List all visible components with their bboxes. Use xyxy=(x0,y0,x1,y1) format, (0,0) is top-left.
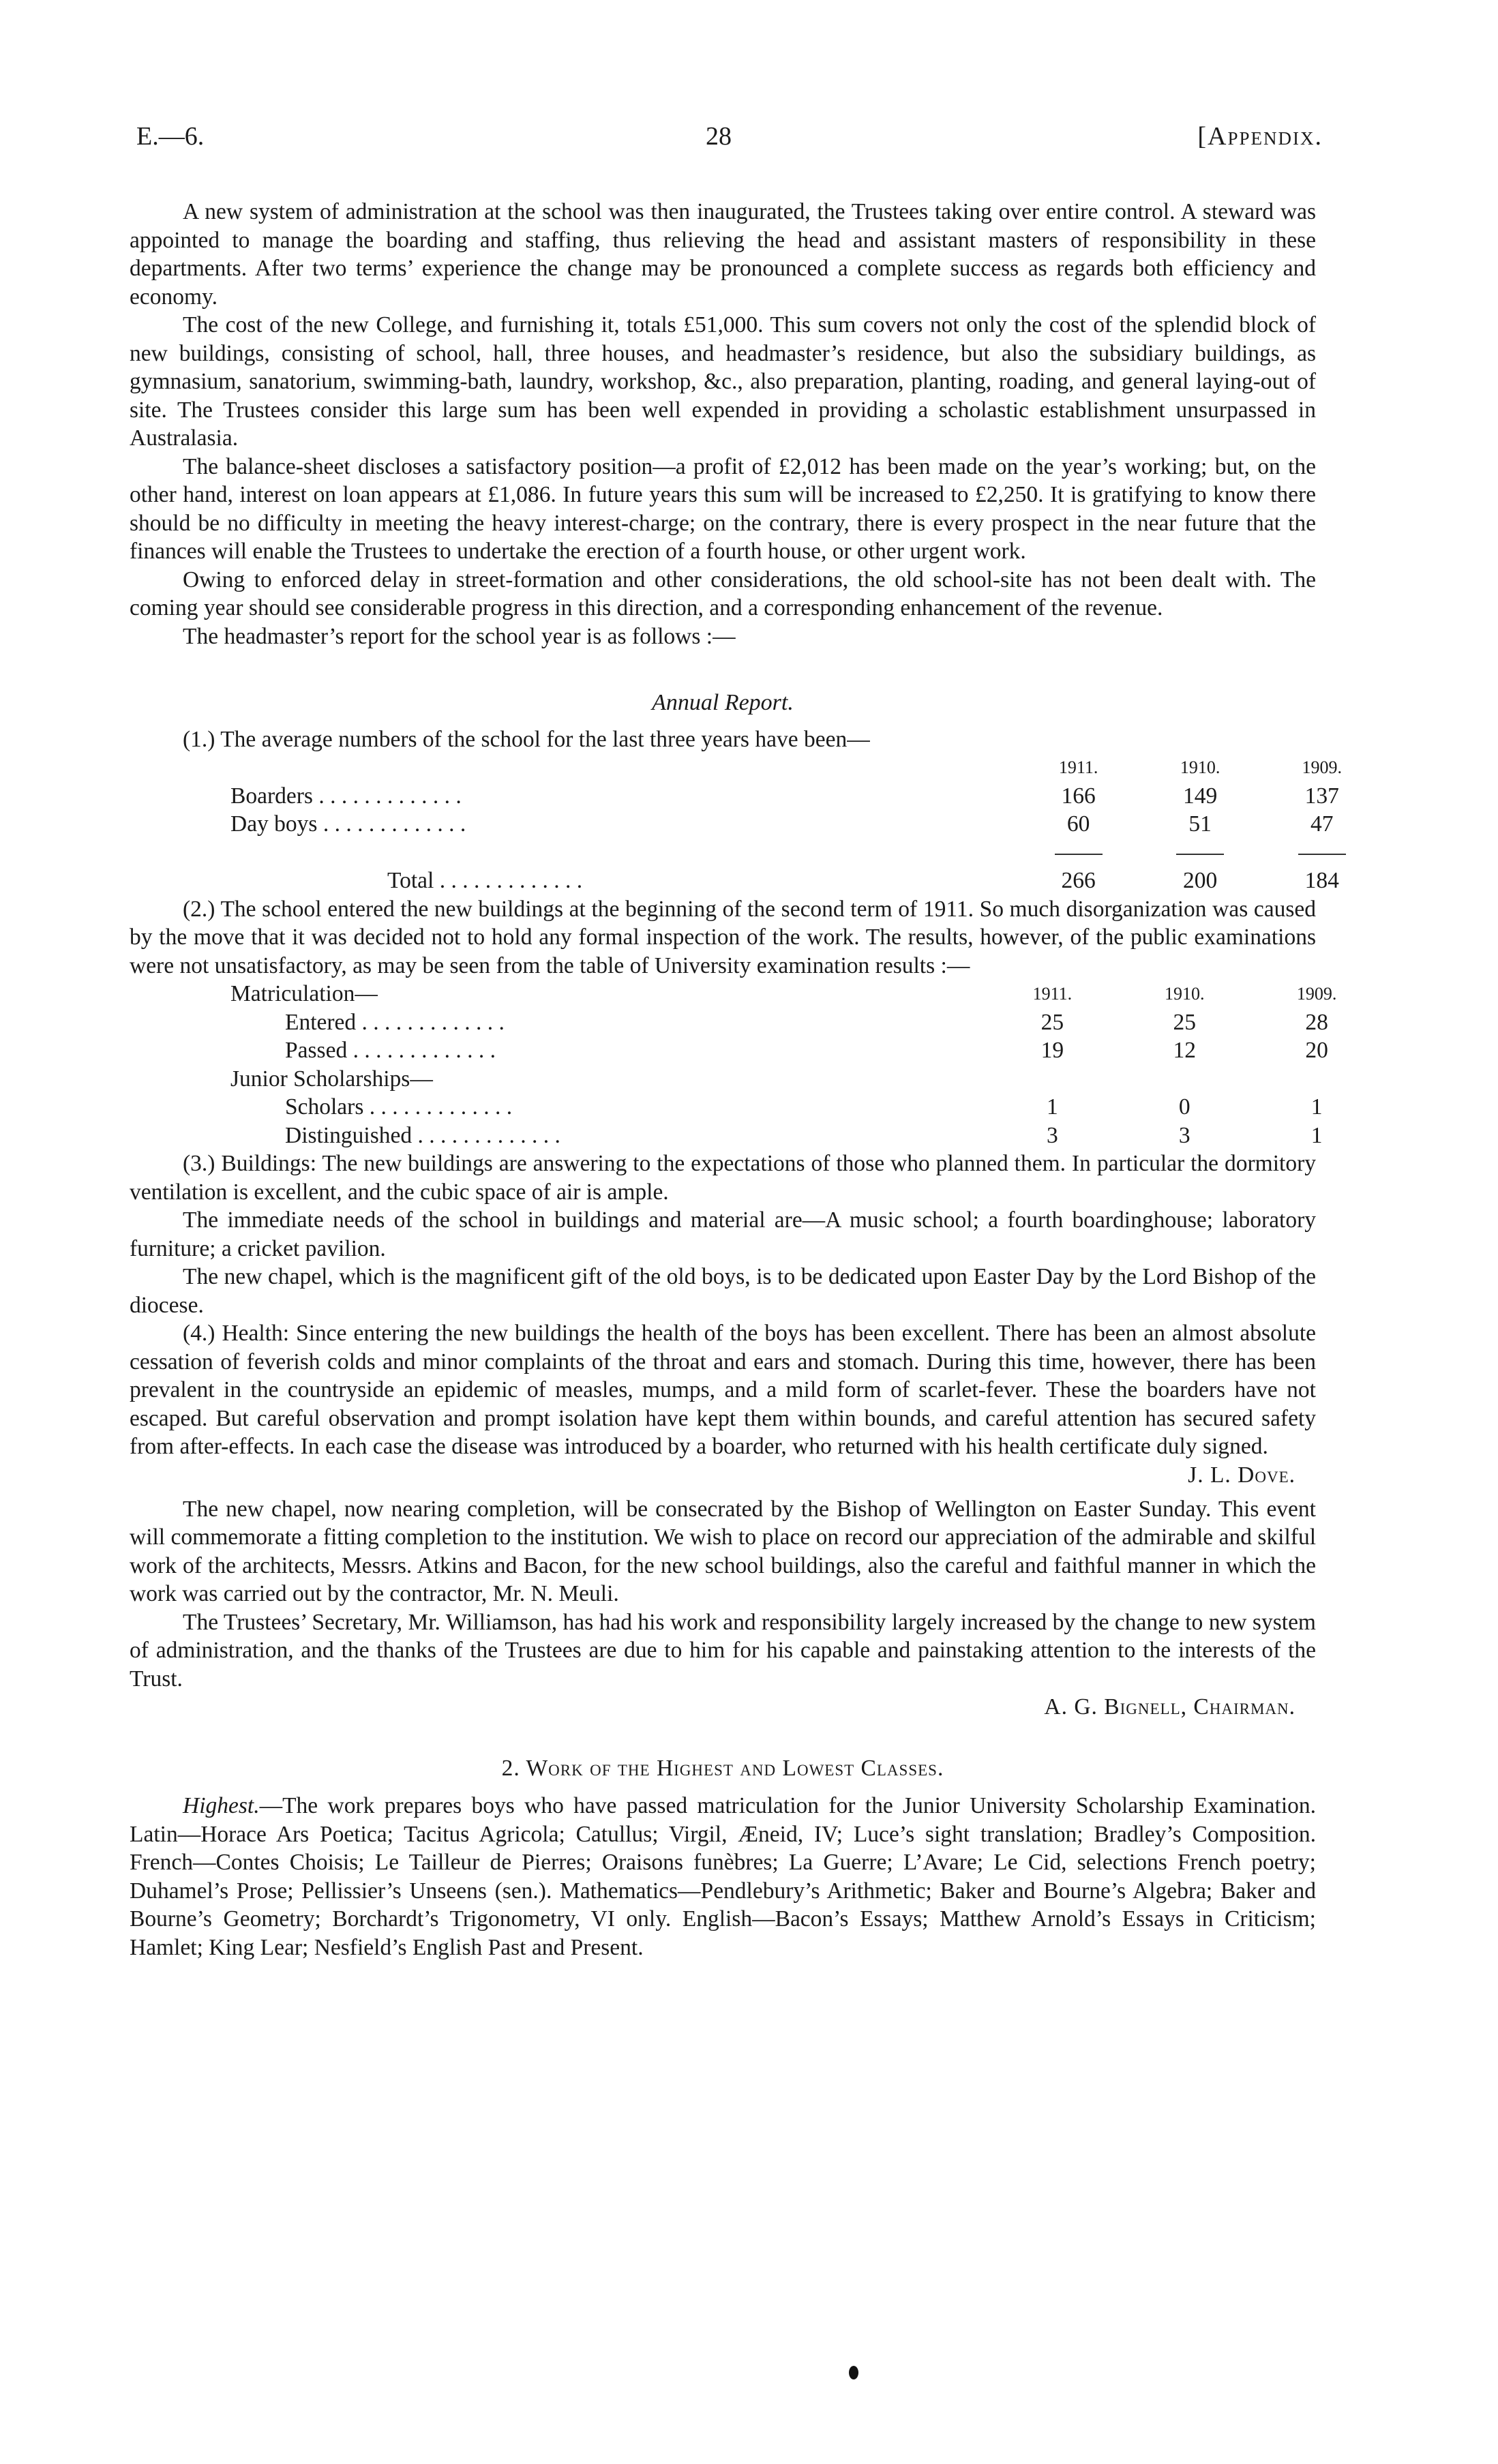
table-cell: 166 xyxy=(1061,783,1096,809)
table-cell: 3 xyxy=(1178,1122,1190,1148)
leader-dots: . . . . . . . . . . . . . xyxy=(353,1038,496,1063)
ink-mark xyxy=(849,2366,858,2379)
table-cell: 1 xyxy=(1310,1122,1323,1148)
table-cell: 25 xyxy=(1173,1009,1196,1035)
table-cell: 3 xyxy=(1047,1122,1058,1148)
highest-class-paragraph xyxy=(130,1792,1316,1962)
headmaster-signature: J. L. Dove. xyxy=(1188,1462,1295,1488)
page-body xyxy=(130,198,1342,1962)
row-label: Day boys xyxy=(230,811,318,837)
section-heading: 2. Work of the Highest and Lowest Classes. xyxy=(501,1755,944,1781)
table-cell: 0 xyxy=(1178,1094,1190,1120)
table-cell: 25 xyxy=(1040,1009,1064,1035)
year-header: 1910. xyxy=(1180,757,1220,777)
paragraph: The Trustees’ Secretary, Mr. Williamson, has had his work and responsibility largely increased by the change to new system of administration, and the thanks of the Trustees are due to him for his capable and painstaking attention to the interests of the Trust. xyxy=(130,1609,1316,1692)
table-cell: 19 xyxy=(1040,1038,1064,1063)
paragraph: The balance-sheet discloses a satisfactory position—a profit of £2,012 has been made on the year’s working; but, on the other hand, interest on loan appears at £1,086. In future years this sum will be increased to £2,250. It is gratifying to know there should be no difficulty in meeting the heavy interest-charge; on the contrary, there is every prospect in the near future that the finances will enable the Trustees to undertake the erection of a fourth house, or other urgent work. xyxy=(130,453,1316,564)
appendix-label: [Appendix. xyxy=(1197,122,1323,151)
chairman-signature: A. G. Bignell, Chairman. xyxy=(1044,1694,1295,1719)
page-number: 28 xyxy=(706,122,732,151)
table-cell: 200 xyxy=(1183,868,1218,893)
year-header: 1909. xyxy=(1302,757,1342,777)
report-item-3: (3.) Buildings: The new buildings are answering to the expectations of those who planned them. In particular the dormitory ventilation is excellent, and the cubic space of air is ample. xyxy=(130,1151,1316,1205)
table-cell: 1 xyxy=(1310,1094,1323,1120)
paragraph: Owing to enforced delay in street-formation and other considerations, the old school-site has not been dealt with. The coming year should see considerable progress in this direction, and a corresponding enhancement of the revenue. xyxy=(130,567,1316,620)
health-text: (4.) Health: Since entering the new buildings the health of the boys has been excellent. There has been an almost absolute cessation of feverish colds and minor complaints of the throat and ears and stomach. During this time, however, there has been prevalent in the countryside an epidemic of measles, mumps, and a mild form of scarlet-fever. These the boarders have not escaped. But careful observation and prompt isolation have kept them within bounds, and careful attention has secured safety from after-effects. In each case the disease was introduced by a boarder, who returned with his health certificate duly signed. xyxy=(130,1321,1316,1459)
leader-dots: . . . . . . . . . . . . . xyxy=(439,868,583,893)
row-label: Boarders xyxy=(230,783,313,809)
paragraph: The new chapel, which is the magnificent gift of the old boys, is to be dedicated upon Easter Day by the Lord Bishop of the diocese. xyxy=(130,1264,1316,1318)
row-label: Passed xyxy=(285,1038,348,1063)
paragraph: A new system of administration at the school was then inaugurated, the Trustees taking over entire control. A steward was appointed to manage the boarding and staffing, thus relieving the head and assistant masters of responsibility in these departments. After two terms’ experience the change may be pronounced a complete success as regards both efficiency and economy. xyxy=(130,199,1316,310)
table-cell: 266 xyxy=(1061,868,1096,893)
year-header: 1909. xyxy=(1296,984,1337,1004)
report-item-2: (2.) The school entered the new buildings at the beginning of the second term of 1911. So much disorganization was caused by the move that it was decided not to hold any formal inspection of the work. The results, however, of the public examinations were not unsatisfactory, as may be seen from the table of University examination results :— xyxy=(130,896,1316,978)
table-cell: 60 xyxy=(1066,811,1090,837)
table-row xyxy=(230,1036,1383,1065)
table-row xyxy=(230,1008,1383,1037)
leader-dots: . . . . . . . . . . . . . xyxy=(417,1122,560,1148)
highest-text: —The work prepares boys who have passed matriculation for the Junior University Scholarship Examination. Latin—Horace Ars Poetica; Tacitus Agricola; Catullus; Virgil, Æneid, IV; Luce’s sight translation; Bradley’s Composition. French—Contes Choisis; Le Tailleur de Pierres; Oraisons funèbres; La Guerre; L’Avare; Le Cid, selections French poetry; Duhamel’s Prose; Pellissier’s Unseens (sen.). Mathematics—Pendlebury’s Arithmetic; Baker and Bourne’s Algebra; Baker and Bourne’s Geometry; Borchardt’s Trigonometry, VI only. English—Bacon’s Essays; Matthew Arnold’s Essays in Criticism; Hamlet; King Lear; Nesfield’s English Past and Present. xyxy=(130,1793,1316,1960)
table-cell: 12 xyxy=(1173,1038,1196,1063)
table-cell: 51 xyxy=(1188,811,1212,837)
table-cell: 28 xyxy=(1305,1009,1328,1035)
leader-dots: . . . . . . . . . . . . . xyxy=(323,811,466,837)
year-header: 1911. xyxy=(1032,984,1073,1004)
row-label: Distinguished xyxy=(285,1122,413,1148)
table-cell: 137 xyxy=(1304,783,1339,809)
table-cell: 1 xyxy=(1047,1094,1058,1120)
table-row xyxy=(230,1065,1383,1094)
year-header: 1911. xyxy=(1058,757,1098,777)
table-cell: 20 xyxy=(1305,1038,1328,1063)
table-row xyxy=(230,1093,1383,1122)
exam-results-table xyxy=(230,980,1383,1150)
report-item-4 xyxy=(130,1319,1316,1488)
table-cell: 47 xyxy=(1310,811,1334,837)
table-header-row xyxy=(230,980,1383,1008)
paragraph: The new chapel, now nearing completion, will be consecrated by the Bishop of Wellington on Easter Sunday. This event will commemorate a fitting completion to the institution. We wish to place on record our appreciation of the admirable and skilful work of the architects, Messrs. Atkins and Bacon, for the new school buildings, also the careful and faithful manner in which the work was carried out by the contractor, Mr. N. Meuli. xyxy=(130,1496,1316,1606)
group-label: Matriculation— xyxy=(230,981,378,1006)
group-label: Junior Scholarships— xyxy=(230,1066,433,1092)
attendance-table xyxy=(230,753,1383,895)
table-row xyxy=(230,810,1383,839)
paragraph: The headmaster’s report for the school year is as follows :— xyxy=(183,623,736,649)
report-code: E.—6. xyxy=(136,122,205,151)
table-row xyxy=(230,1122,1383,1150)
table-cell: 184 xyxy=(1304,868,1339,893)
report-item-1: (1.) The average numbers of the school for the last three years have been— xyxy=(183,726,870,752)
row-label: Scholars xyxy=(285,1094,364,1120)
annual-report-title: Annual Report. xyxy=(652,690,794,715)
table-rule xyxy=(230,839,1383,867)
year-header: 1910. xyxy=(1164,984,1205,1004)
page-header xyxy=(136,121,1323,162)
total-row xyxy=(230,867,1383,895)
table-cell: 149 xyxy=(1183,783,1218,809)
total-label: Total xyxy=(387,868,434,893)
row-label: Entered xyxy=(285,1009,357,1035)
leader-dots: . . . . . . . . . . . . . xyxy=(318,783,462,809)
table-header-row xyxy=(230,753,1383,782)
highest-label: Highest. xyxy=(183,1793,260,1818)
paragraph: The immediate needs of the school in buildings and material are—A music school; a fourth boardinghouse; laboratory furniture; a cricket pavilion. xyxy=(130,1207,1316,1261)
table-row xyxy=(230,782,1383,811)
paragraph: The cost of the new College, and furnishing it, totals £51,000. This sum covers not only the cost of the splendid block of new buildings, consisting of school, hall, three houses, and headmaster’s residence, but also the subsidiary buildings, as gymnasium, sanatorium, swimming-bath, laundry, workshop, &c., also preparation, planting, roading, and general laying-out of site. The Trustees consider this large sum has been well expended in providing a scholastic establishment unsurpassed in Australasia. xyxy=(130,312,1316,451)
leader-dots: . . . . . . . . . . . . . xyxy=(369,1094,513,1120)
leader-dots: . . . . . . . . . . . . . xyxy=(361,1009,505,1035)
